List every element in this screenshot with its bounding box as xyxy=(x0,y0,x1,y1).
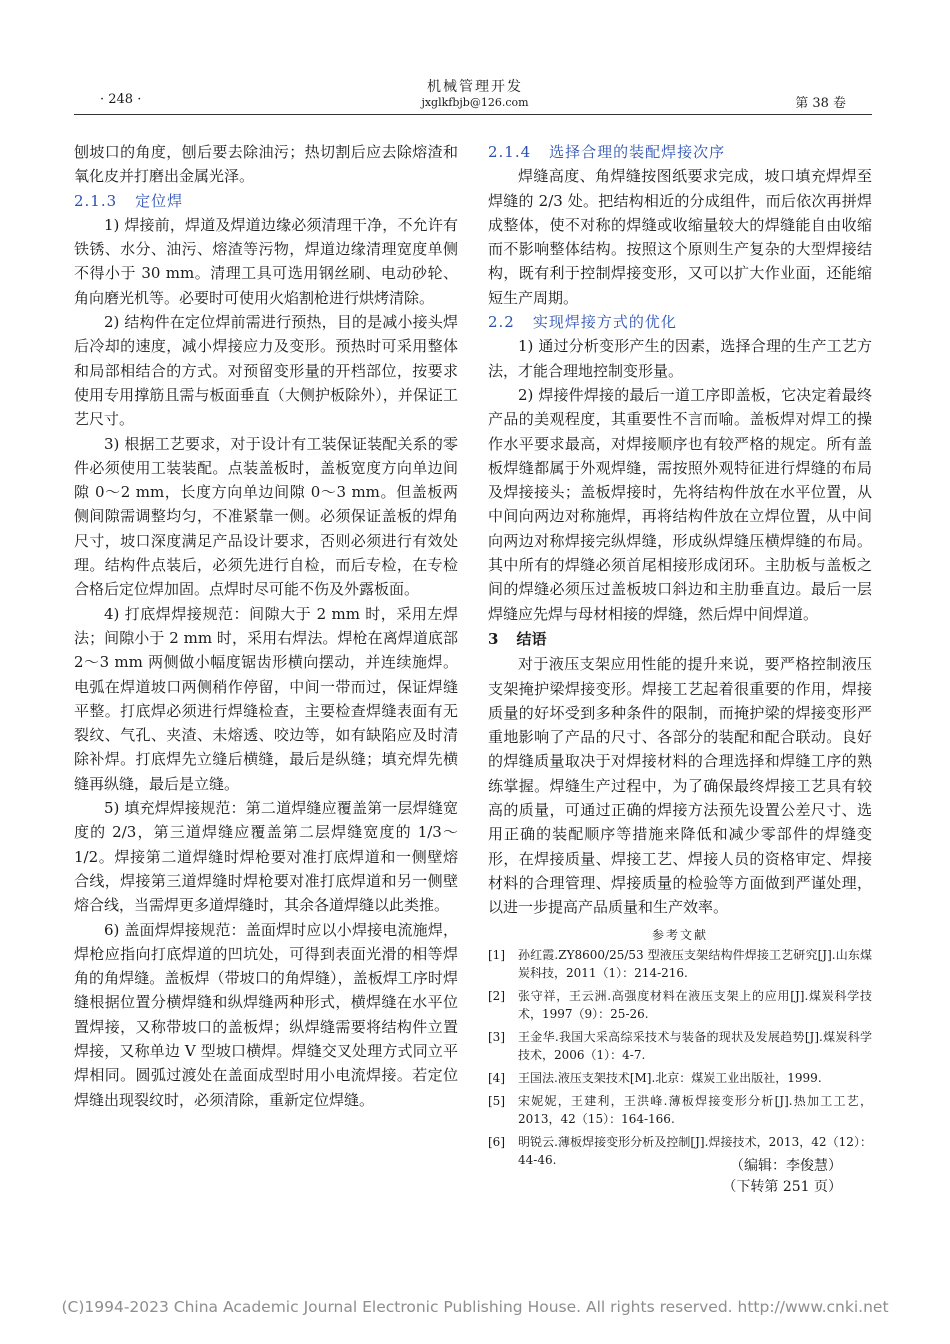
paragraph: 1) 通过分析变形产生的因素，选择合理的生产工艺方法，才能合理地控制变形量。 xyxy=(488,337,872,380)
section-number: 2.2 xyxy=(488,313,515,332)
reference-item xyxy=(488,987,872,1024)
page-number: · 248 · xyxy=(100,92,142,107)
section-title: 结语 xyxy=(516,629,547,648)
paragraph: 3) 根据工艺要求，对于设计有工装保证装配关系的零件必须使用工装装配。点装盖板时，盖板宽度方向单边间隙 0～2 mm，长度方向单边间隙 0～3 mm。但盖板两侧间隙需调整均匀，不准紧靠一侧。必须保证盖板的焊角尺寸，坡口深度满足产品设计要求，否则必须进行有效处理。结构件点装后，必须先进行自检，而后专检，在专检合格后定位焊加固。点焊时尽可能不伤及外露板面。 xyxy=(74,434,458,599)
reference-item xyxy=(488,1069,872,1088)
header-divider xyxy=(74,114,872,115)
reference-number: [3] xyxy=(488,1029,505,1044)
reference-number: [4] xyxy=(488,1071,505,1086)
reference-number: [5] xyxy=(488,1093,505,1108)
reference-text: 宋妮妮，王建利，王洪峰.薄板焊接变形分析[J].热加工工艺，2013，42（15）：164-166. xyxy=(518,1093,872,1127)
reference-number: [6] xyxy=(488,1134,505,1149)
paragraph: 5) 填充焊焊接规范：第二道焊缝应覆盖第一层焊缝宽度的 2/3，第三道焊缝应覆盖第二层焊缝宽度的 1/3～1/2。焊接第二道焊缝时焊枪要对准打底焊道和一侧壁熔合线，焊接第三道焊缝时焊枪要对准打底焊道和另一侧壁熔合线，当需焊更多道焊缝时，其余各道焊缝以此类推。 xyxy=(74,799,458,915)
section-heading-2-1-3 xyxy=(74,189,458,213)
paragraph: 6) 盖面焊焊接规范：盖面焊时应以小焊接电流施焊，焊枪应指向打底焊道的凹坑处，可得到表面光滑的相等焊角的角焊缝。盖板焊（带坡口的角焊缝），盖板焊工序时焊缝根据位置分横焊缝和纵焊缝两种形式，横焊缝在水平位置焊接，又称带坡口的盖板焊；纵焊缝需要将结构件立置焊接，又称单边 V 型坡口横焊。焊缝交叉处理方式同立平焊相同。圆弧过渡处在盖面成型时用小电流焊接。若定位焊缝出现裂纹时，必须清除，重新定位焊缝。 xyxy=(74,920,458,1109)
references-list xyxy=(488,946,872,1171)
references-title: 参考文献 xyxy=(651,927,708,942)
paragraph: 2) 焊接件焊接的最后一道工序即盖板，它决定着最终产品的美观程度，其重要性不言而喻。盖板焊对焊工的操作水平要求最高，对焊接顺序也有较严格的规定。所有盖板焊缝都属于外观焊缝，需按照外观特征进行焊缝的布局及焊接接头；盖板焊接时，先将结构件放在水平位置，从中间向两边对称施焊，再将结构件放在立焊位置，从中间向两边对称焊接完纵焊缝，形成纵焊缝压横焊缝的布局。其中所有的焊缝必须首尾相接形成闭环。主肋板与盖板之间的焊缝必须压过盖板坡口斜边和主肋垂直边。最后一层焊缝应先焊与母材相接的焊缝，然后焊中间焊道。 xyxy=(488,385,872,623)
paragraph: 焊缝高度、角焊缝按图纸要求完成，坡口填充焊焊至焊缝的 2/3 处。把结构相近的分成组件，而后依次再拼焊成整体，使不对称的焊缝或收缩量较大的焊缝能自由收缩而不影响整体结构。按照这个原则生产复杂的大型焊接结构，既有利于控制焊接变形，又可以扩大作业面，还能缩短生产周期。 xyxy=(488,167,872,307)
reference-item xyxy=(488,1092,872,1129)
section-number: 2.1.4 xyxy=(488,143,532,161)
section-title: 选择合理的装配焊接次序 xyxy=(549,143,726,161)
reference-item xyxy=(488,946,872,983)
paragraph: 2) 结构件在定位焊前需进行预热，目的是减小接头焊后冷却的速度，减小焊接应力及变形。预热时可采用整体和局部相结合的方式。对预留变形量的开档部位，按要求使用专用撑筋且需与板面垂直（大侧护板除外），并保证工艺尺寸。 xyxy=(74,313,458,429)
section-heading-2-2 xyxy=(488,310,872,334)
paragraph: 对于液压支架应用性能的提升来说，要严格控制液压支架掩护梁焊接变形。焊接工艺起着很重要的作用，焊接质量的好坏受到多种条件的限制，而掩护梁的焊接变形严重地影响了产品的尺寸、各部分的装配和配合联动。良好的焊缝质量取决于对焊接材料的合理选择和焊缝工序的熟练掌握。焊缝生产过程中，为了确保最终焊接工艺具有较高的质量，可通过正确的焊接方法预先设置公差尺寸、选用正确的装配顺序等措施来降低和减少零部件的焊缝变形，在焊接质量、焊接工艺、焊接人员的资格审定、焊接材料的合理管理、焊接质量的检验等方面做到严谨处理，以进一步提高产品质量和生产效率。 xyxy=(488,655,872,917)
reference-item xyxy=(488,1028,872,1065)
header-center xyxy=(90,78,860,110)
copyright-footer: (C)1994-2023 China Academic Journal Electronic Publishing House. All rights reserved. http://www.cnki.net xyxy=(61,1298,889,1316)
editor-note: （编辑：李俊慧） xyxy=(730,1158,842,1175)
page-header xyxy=(90,78,860,114)
paragraph: 刨坡口的角度，刨后要去除油污；热切割后应去除熔渣和氧化皮并打磨出金属光泽。 xyxy=(74,143,458,186)
section-title: 定位焊 xyxy=(135,191,184,210)
section-heading-3 xyxy=(488,627,872,651)
section-heading-2-1-4 xyxy=(488,140,872,164)
section-number: 2.1.3 xyxy=(74,191,118,210)
section-number: 3 xyxy=(488,629,499,648)
paragraph: 1) 焊接前，焊道及焊道边缘必须清理干净，不允许有铁锈、水分、油污、熔渣等污物，焊道边缘清理宽度单侧不得小于 30 mm。清理工具可选用钢丝刷、电动砂轮、角向磨光机等。必要时可使用火焰割枪进行烘烤清除。 xyxy=(74,215,458,307)
section-title: 实现焊接方式的优化 xyxy=(532,313,677,332)
reference-text: 王金华.我国大采高综采技术与装备的现状及发展趋势[J].煤炭科学技术，2006（1）：4-7. xyxy=(518,1029,872,1063)
reference-text: 孙红霞.ZY8600/25/53 型液压支架结构件焊接工艺研究[J].山东煤炭科技，2011（1）：214-216. xyxy=(518,947,872,981)
reference-number: [2] xyxy=(488,988,505,1003)
continued-note: （下转第 251 页） xyxy=(722,1179,842,1196)
reference-number: [1] xyxy=(488,947,505,962)
right-column xyxy=(488,140,872,1198)
volume-label: 第 38 卷 xyxy=(795,96,846,111)
paragraph: 4) 打底焊焊接规范：间隙大于 2 mm 时，采用左焊法；间隙小于 2 mm 时，采用右焊法。焊枪在离焊道底部 2～3 mm 两侧做小幅度锯齿形横向摆动，并连续施焊。电弧在焊道坡口两侧稍作停留，中间一带而过，保证焊缝平整。打底焊必须进行焊缝检查，主要检查焊缝表面有无裂纹、气孔、夹渣、未熔透、咬边等，如有缺陷应及时清除补焊。打底焊先立缝后横缝，最后是纵缝；填充焊先横缝再纵缝，最后是立缝。 xyxy=(74,604,458,793)
journal-email: jxglkfbjb@126.com xyxy=(421,96,529,109)
journal-title: 机械管理开发 xyxy=(427,79,523,95)
reference-text: 明锐云.薄板焊接变形分析及控制[J].焊接技术，2013，42（12）：44-46. xyxy=(518,1134,872,1168)
reference-text: 张守祥，王云洲.高强度材料在液压支架上的应用[J].煤炭科学技术，1997（9）：25-26. xyxy=(518,988,872,1022)
reference-text: 王国法.液压支架技术[M].北京：煤炭工业出版社，1999. xyxy=(518,1071,822,1086)
left-column xyxy=(74,140,458,1112)
